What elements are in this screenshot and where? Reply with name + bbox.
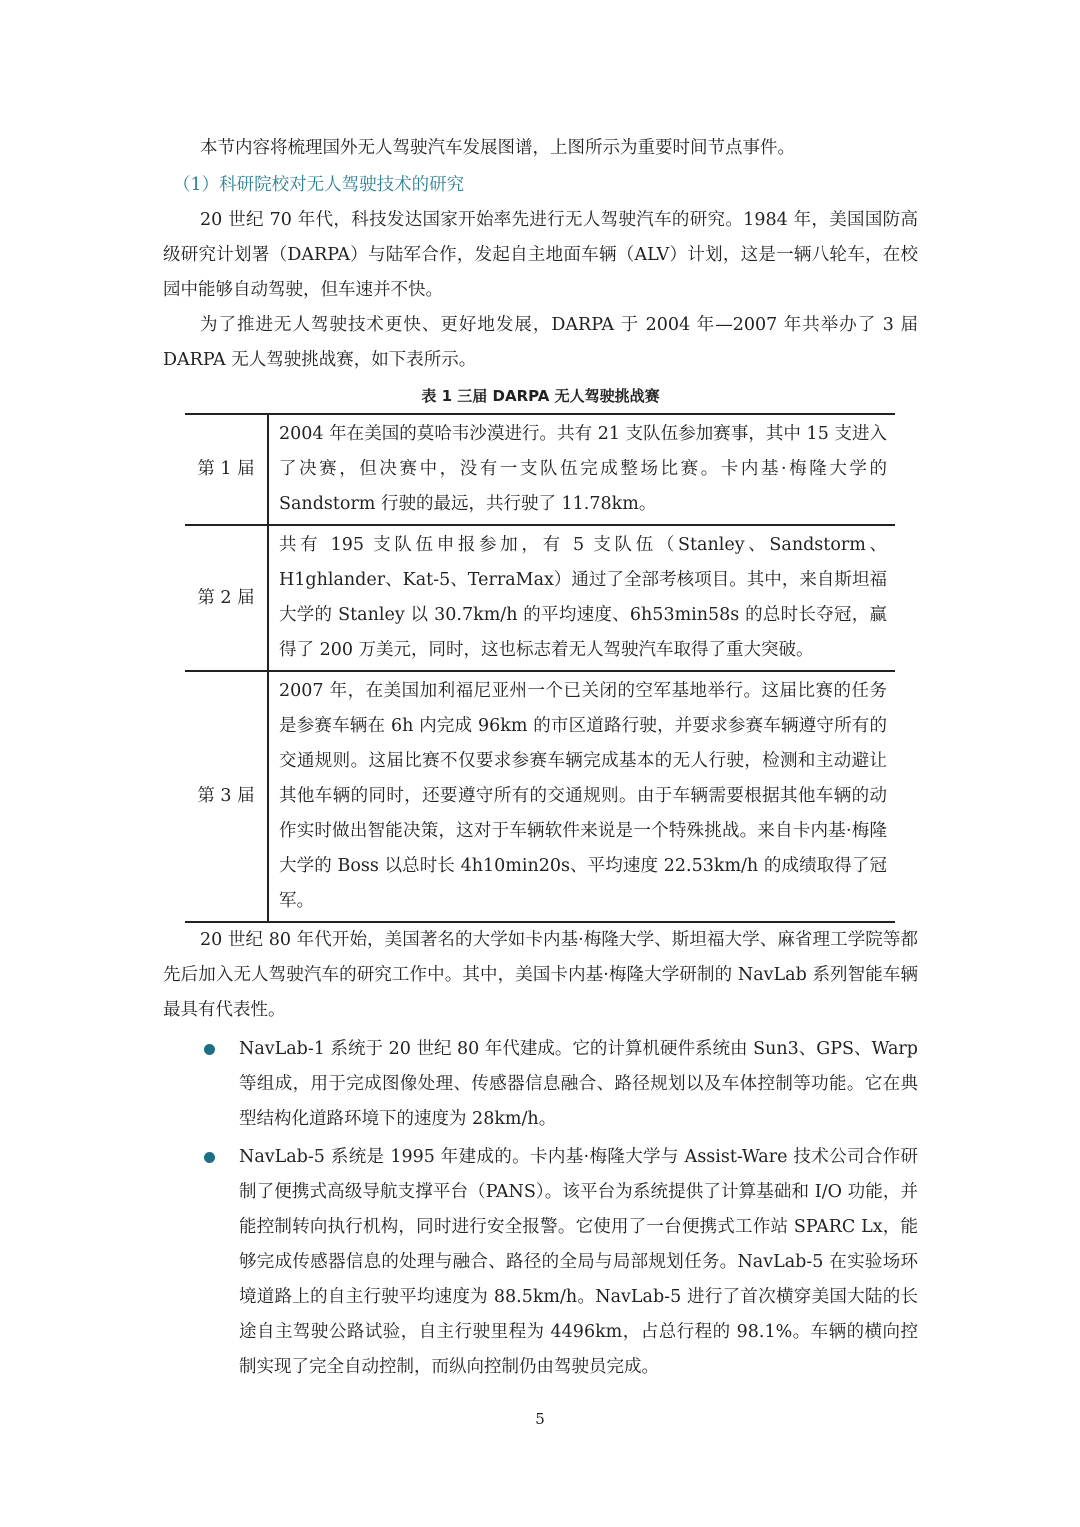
bullet-dot-icon	[204, 1152, 215, 1163]
darpa-challenge-table	[185, 413, 895, 923]
page-content	[163, 131, 918, 1388]
list-item	[163, 1032, 918, 1137]
description-cell: 2007 年，在美国加利福尼亚州一个已关闭的空军基地举行。这届比赛的任务是参赛车辆在 6h 内完成 96km 的市区道路行驶，并要求参赛车辆遵守所有的交通规则。这届比赛不仅要求参赛车辆完成基本的无人行驶，检测和主动避让其他车辆的同时，还要遵守所有的交通规则。由于车辆需要根据其他车辆的动作实时做出智能决策，这对于车辆软件来说是一个特殊挑战。来自卡内基·梅隆大学的 Boss 以总时长 4h10min20s、平均速度 22.53km/h 的成绩取得了冠军。	[268, 671, 895, 922]
section-heading: （1）科研院校对无人驾驶技术的研究	[173, 175, 465, 195]
table-row	[185, 671, 895, 922]
edition-cell: 第 2 届	[185, 525, 268, 671]
table-row	[185, 414, 895, 525]
edition-cell: 第 1 届	[185, 414, 268, 525]
list-item	[163, 1140, 918, 1385]
table-caption: 表 1 三届 DARPA 无人驾驶挑战赛	[421, 387, 660, 405]
intro-paragraph: 本节内容将梳理国外无人驾驶汽车发展图谱，上图所示为重要时间节点事件。	[200, 138, 795, 158]
description-cell: 2004 年在美国的莫哈韦沙漠进行。共有 21 支队伍参加赛事，其中 15 支进入了决赛，但决赛中，没有一支队伍完成整场比赛。卡内基·梅隆大学的 Sandstorm 行驶的最远，共行驶了 11.78km。	[268, 414, 895, 525]
bullet-dot-icon	[204, 1044, 215, 1055]
paragraph-darpa: 为了推进无人驾驶技术更快、更好地发展，DARPA 于 2004 年—2007 年共举办了 3 届 DARPA 无人驾驶挑战赛，如下表所示。	[163, 315, 918, 370]
table-row	[185, 525, 895, 671]
paragraph-1970s: 20 世纪 70 年代，科技发达国家开始率先进行无人驾驶汽车的研究。1984 年，美国国防高级研究计划署（DARPA）与陆军合作，发起自主地面车辆（ALV）计划，这是一辆八轮车，在校园中能够自动驾驶，但车速并不快。	[163, 210, 918, 300]
description-cell: 共有 195 支队伍申报参加，有 5 支队伍（Stanley、Sandstorm、H1ghlander、Kat-5、TerraMax）通过了全部考核项目。其中，来自斯坦福大学的 Stanley 以 30.7km/h 的平均速度、6h53min58s 的总时长夺冠，赢得了 200 万美元，同时，这也标志着无人驾驶汽车取得了重大突破。	[268, 525, 895, 671]
edition-cell: 第 3 届	[185, 671, 268, 922]
bullet-text: NavLab-5 系统是 1995 年建成的。卡内基·梅隆大学与 Assist-Ware 技术公司合作研制了便携式高级导航支撑平台（PANS）。该平台为系统提供了计算基础和 I/O 功能，并能控制转向执行机构，同时进行安全报警。它使用了一台便携式工作站 SPARC Lx，能够完成传感器信息的处理与融合、路径的全局与局部规划任务。NavLab-5 在实验场环境道路上的自主行驶平均速度为 88.5km/h。NavLab-5 进行了首次横穿美国大陆的长途自主驾驶公路试验，自主行驶里程为 4496km，占总行程的 98.1%。车辆的横向控制实现了完全自动控制，而纵向控制仍由驾驶员完成。	[239, 1147, 918, 1377]
navlab-bullet-list	[163, 1032, 918, 1385]
paragraph-1980s: 20 世纪 80 年代开始，美国著名的大学如卡内基·梅隆大学、斯坦福大学、麻省理工学院等都先后加入无人驾驶汽车的研究工作中。其中，美国卡内基·梅隆大学研制的 NavLab 系列智能车辆最具有代表性。	[163, 930, 918, 1020]
page-number: 5	[535, 1410, 545, 1428]
bullet-text: NavLab-1 系统于 20 世纪 80 年代建成。它的计算机硬件系统由 Sun3、GPS、Warp 等组成，用于完成图像处理、传感器信息融合、路径规划以及车体控制等功能。它在典型结构化道路环境下的速度为 28km/h。	[239, 1039, 918, 1129]
